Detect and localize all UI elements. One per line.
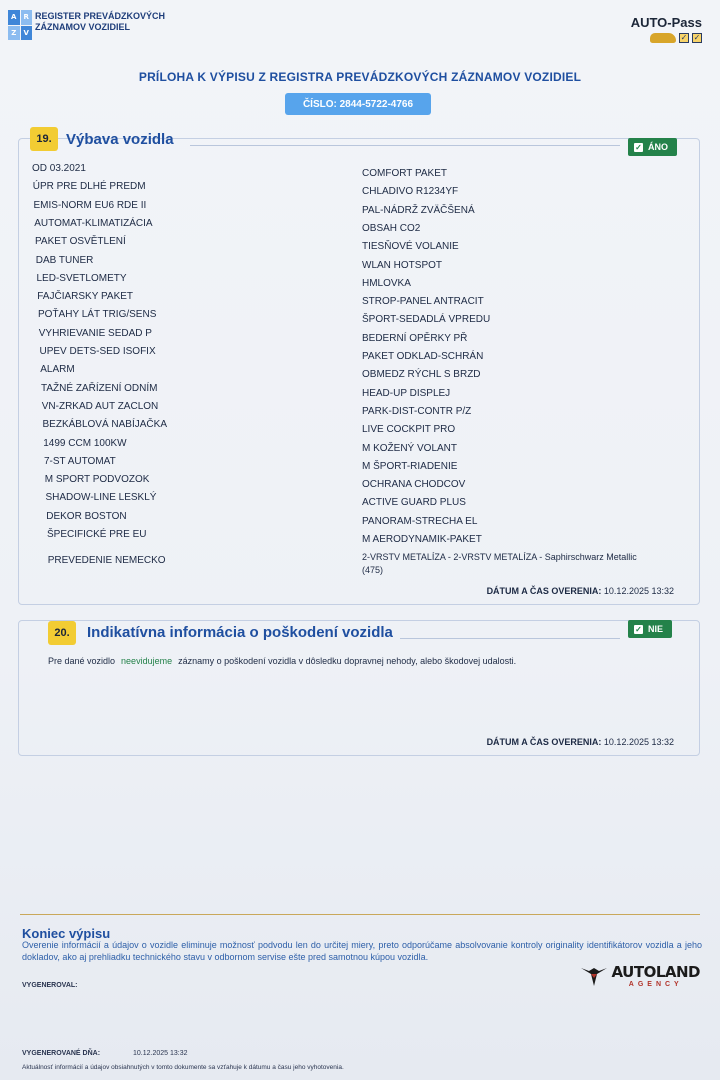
equipment-item: CHLADIVO R1234YF bbox=[362, 186, 459, 198]
equipment-item: PAKET ODKLAD-SCHRÁN bbox=[362, 351, 484, 362]
status-badge bbox=[628, 138, 677, 156]
damage-text-before: Pre dané vozidlo bbox=[48, 656, 116, 666]
equipment-item: PANORAM-STRECHA EL bbox=[362, 515, 478, 527]
equipment-item: HEAD-UP DISPLEJ bbox=[362, 387, 451, 399]
verification-label: DÁTUM A ČAS OVERENIA: bbox=[486, 737, 602, 747]
equipment-item: PARK-DIST-CONTR P/Z bbox=[362, 405, 472, 417]
registry-logo bbox=[8, 10, 32, 40]
verification-label: DÁTUM A ČAS OVERENIA: bbox=[486, 586, 602, 596]
equipment-item: COMFORT PAKET bbox=[362, 168, 448, 179]
equipment-item: ALARM bbox=[40, 364, 75, 376]
damage-statement bbox=[48, 656, 516, 666]
generated-date-value: 10.12.2025 13:32 bbox=[133, 1050, 188, 1057]
equipment-item: VYHRIEVANIE SEDAD P bbox=[38, 327, 152, 339]
equipment-item: PREVEDENIE NEMECKO bbox=[47, 555, 166, 566]
checkbox-icon: ✓ bbox=[680, 33, 688, 42]
section-number: 19. bbox=[30, 127, 58, 151]
badge-label: NIE bbox=[648, 624, 664, 634]
equipment-item: M AERODYNAMIK-PAKET bbox=[362, 534, 482, 545]
damage-text-after: záznamy o poškodení vozidla v dôsledku dopravnej nehody, alebo škodovej udalosti. bbox=[178, 656, 517, 666]
verification-value: 10.12.2025 13:32 bbox=[603, 737, 674, 747]
equipment-item: LED-SVETLOMETY bbox=[36, 272, 127, 284]
equipment-item: AUTOMAT-KLIMATIZÁCIA bbox=[34, 217, 153, 229]
equipment-item: DEKOR BOSTON bbox=[46, 510, 127, 522]
autopass-title: AUTO-Pass bbox=[630, 15, 702, 30]
org-name: REGISTER PREVÁDZKOVÝCH ZÁZNAMOV VOZIDIEL bbox=[35, 11, 166, 32]
equipment-item: OD 03.2021 bbox=[32, 163, 86, 174]
verification-datetime bbox=[487, 737, 674, 747]
verification-datetime bbox=[487, 586, 674, 596]
document-title: PRÍLOHA K VÝPISU Z REGISTRA PREVÁDZKOVÝCH ZÁZNAMOV VOZIDIEL bbox=[138, 70, 582, 84]
equipment-item: STROP-PANEL ANTRACIT bbox=[362, 296, 484, 308]
equipment-item: ŠPECIFICKÉ PRE EU bbox=[47, 529, 147, 540]
document-number: ČÍSLO: 2844-5722-4766 bbox=[285, 93, 431, 115]
equipment-item: WLAN HOTSPOT bbox=[362, 259, 443, 271]
equipment-item: ŠPORT-SEDADLÁ VPREDU bbox=[362, 314, 491, 326]
status-badge bbox=[628, 620, 672, 638]
equipment-item: 7-ST AUTOMAT bbox=[44, 455, 116, 467]
logo-letter: Z bbox=[8, 26, 20, 41]
logo-letter: A bbox=[8, 10, 20, 25]
equipment-item: 1499 CCM 100KW bbox=[43, 437, 127, 449]
equipment-item: OCHRANA CHODCOV bbox=[362, 479, 466, 491]
footer-divider bbox=[20, 914, 700, 915]
equipment-item: OBMEDZ RÝCHL S BRZD bbox=[362, 369, 481, 381]
equipment-item: PAL-NÁDRŽ ZVÄČŠENÁ bbox=[362, 204, 475, 216]
brand-name: AUTOLAND bbox=[611, 962, 700, 981]
equipment-item: TIESŇOVÉ VOLANIE bbox=[362, 241, 459, 253]
equipment-item: BEDERNÍ OPĚRKY PŘ bbox=[362, 332, 468, 344]
equipment-item: SHADOW-LINE LESKLÝ bbox=[45, 492, 157, 504]
equipment-item: OBSAH CO2 bbox=[362, 222, 421, 234]
equipment-item: PAKET OSVĚTLENÍ bbox=[35, 236, 126, 248]
autopass-logo bbox=[631, 15, 702, 43]
section-title: Indikatívna informácia o poškodení vozidla bbox=[87, 624, 393, 641]
section-divider bbox=[190, 145, 620, 146]
verification-value: 10.12.2025 13:32 bbox=[603, 586, 674, 596]
equipment-item: M SPORT PODVOZOK bbox=[44, 474, 150, 486]
equipment-item: EMIS-NORM EU6 RDE II bbox=[33, 199, 147, 211]
footer-title: Koniec výpisu bbox=[22, 926, 111, 941]
checkbox-icon: ✓ bbox=[635, 142, 642, 152]
checkbox-icon: ✓ bbox=[693, 33, 701, 42]
footnote: Aktuálnosť informácií a údajov obsiahnutých v tomto dokumente sa vzťahuje k dátumu a času jeho vyhotovenia. bbox=[22, 1064, 344, 1071]
equipment-item: HMLOVKA bbox=[362, 277, 411, 289]
equipment-item: DAB TUNER bbox=[35, 254, 94, 266]
equipment-item: M ŠPORT-RIADENIE bbox=[362, 460, 458, 472]
equipment-item: FAJČIARSKY PAKET bbox=[37, 291, 134, 303]
equipment-item: BEZKÁBLOVÁ NABÍJAČKA bbox=[42, 419, 167, 431]
checkbox-icon: ✓ bbox=[635, 624, 642, 634]
wings-icon bbox=[580, 962, 608, 988]
equipment-item: VN-ZRKAD AUT ZACLON bbox=[41, 400, 159, 412]
equipment-item: TAŽNÉ ZAŘÍZENÍ ODNÍM bbox=[41, 382, 158, 394]
equipment-item: UPEV DETS-SED ISOFIX bbox=[39, 346, 156, 357]
section-number: 20. bbox=[48, 621, 76, 645]
damage-highlight: neevidujeme bbox=[121, 656, 173, 666]
badge-label: ÁNO bbox=[648, 142, 668, 152]
equipment-item: 2-VRSTV METALÍZA - 2-VRSTV METALÍZA - Saphirschwarz Metallic bbox=[362, 552, 637, 563]
generated-by-label: VYGENEROVAL: bbox=[22, 982, 78, 989]
equipment-item: ÚPR PRE DLHÉ PREDM bbox=[32, 181, 146, 193]
brand-subtitle: AGENCY bbox=[628, 980, 683, 988]
equipment-item: POŤAHY LÁT TRIG/SENS bbox=[38, 309, 157, 321]
generated-date-label: VYGENEROVANÉ DŇA: bbox=[22, 1050, 101, 1057]
autoland-logo bbox=[580, 962, 700, 988]
logo-letter: V bbox=[21, 26, 33, 41]
car-icon bbox=[650, 33, 676, 43]
equipment-item: (475) bbox=[362, 565, 384, 576]
equipment-item: ACTIVE GUARD PLUS bbox=[362, 497, 466, 509]
footer-description: Overenie informácií a údajov o vozidle eliminuje možnosť podvodu len do určitej miery, preto odporúčame absolvovanie kontroly originality identifikátorov vozidla a jeho dokladov, ako aj prehliadku technického stavu v odbornom servise ešte pred samotnou kúpou vozidla. bbox=[22, 940, 702, 962]
logo-letter: R bbox=[21, 10, 33, 25]
equipment-item: LIVE COCKPIT PRO bbox=[362, 424, 456, 436]
section-divider bbox=[400, 638, 620, 639]
equipment-item: M KOŽENÝ VOLANT bbox=[362, 442, 458, 454]
section-title: Výbava vozidla bbox=[66, 131, 174, 148]
